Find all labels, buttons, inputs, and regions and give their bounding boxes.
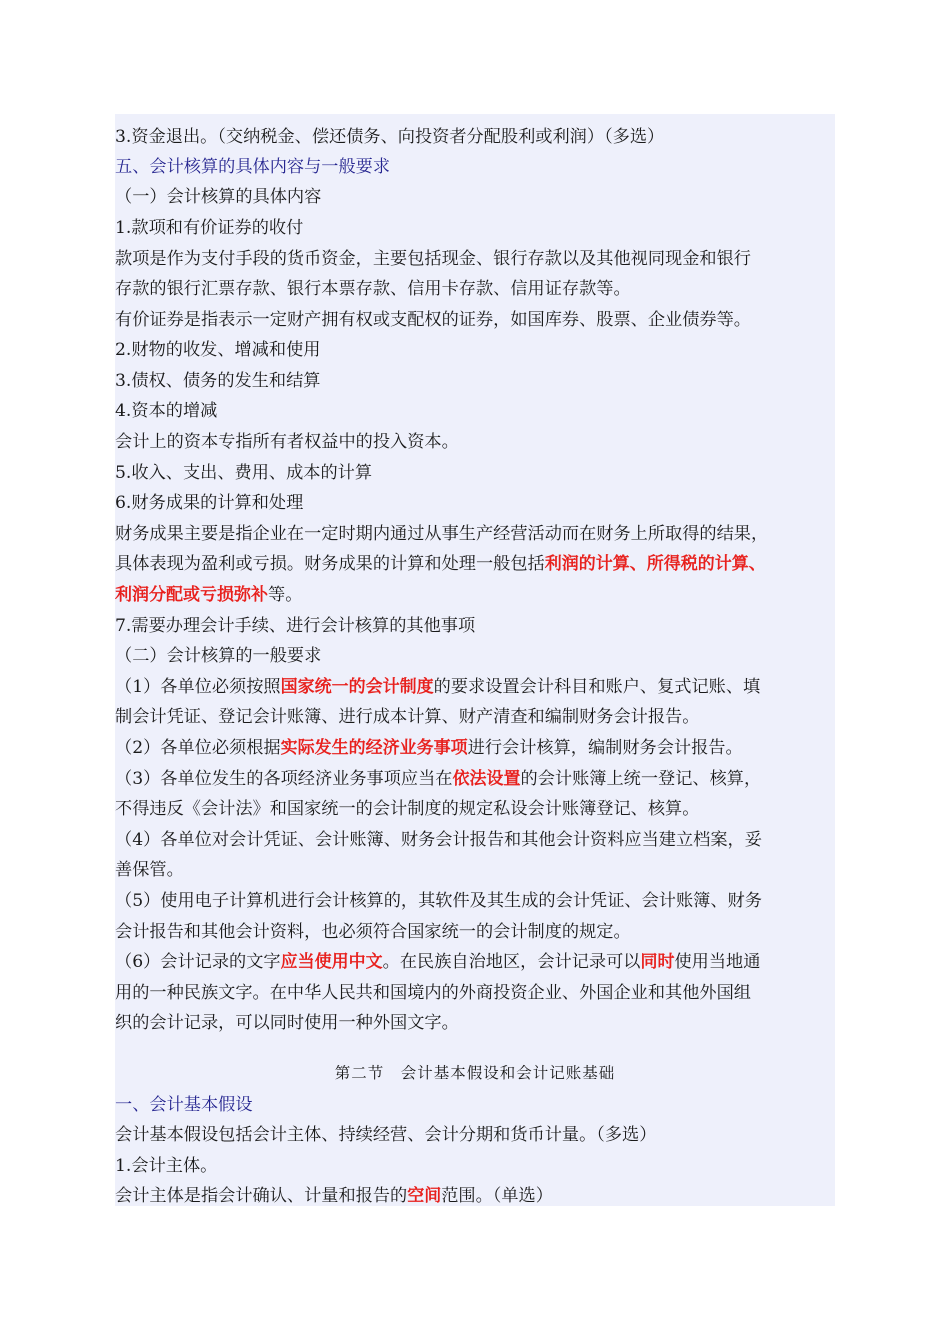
text-line	[115, 580, 835, 611]
text-span: 的要求设置会计科目和账户、复式记账、填	[433, 677, 761, 697]
text-line: 3.资金退出。（交纳税金、偿还债务、向投资者分配股利或利润）（多选）	[115, 127, 665, 147]
text-line: 用的一种民族文字。在中华人民共和国境内的外商投资企业、外国企业和其他外国组	[115, 983, 751, 1003]
text-line	[115, 733, 835, 764]
text-line: 2.财物的收发、增减和使用	[115, 340, 321, 360]
text-line: 1.会计主体。	[115, 1156, 218, 1176]
text-line	[115, 549, 835, 580]
section-heading: 五、会计核算的具体内容与一般要求	[115, 157, 391, 177]
text-line	[115, 672, 835, 703]
highlight-text: 空间	[407, 1186, 442, 1206]
text-span: 。在民族自治地区，会计记录可以	[382, 952, 641, 972]
highlight-text: 利润分配或亏损弥补	[115, 585, 268, 605]
text-span: （1）各单位必须按照	[115, 677, 281, 697]
text-line: （4）各单位对会计凭证、会计账簿、财务会计报告和其他会计资料应当建立档案，妥	[115, 830, 762, 850]
text-line: 会计基本假设包括会计主体、持续经营、会计分期和货币计量。（多选）	[115, 1125, 657, 1145]
text-line	[115, 947, 835, 978]
highlight-text: 实际发生的经济业务事项	[280, 738, 468, 758]
text-span: （2）各单位必须根据	[115, 738, 281, 758]
text-span: 等。	[268, 585, 303, 605]
text-line: 织的会计记录，可以同时使用一种外国文字。	[115, 1013, 459, 1033]
text-span: （6）会计记录的文字	[115, 952, 281, 972]
text-span: 进行会计核算，编制财务会计报告。	[467, 738, 743, 758]
text-line: 7.需要办理会计手续、进行会计核算的其他事项	[115, 616, 476, 636]
highlight-text: 国家统一的会计制度	[280, 677, 434, 697]
text-line: 5.收入、支出、费用、成本的计算	[115, 463, 373, 483]
text-line: 会计报告和其他会计资料，也必须符合国家统一的会计制度的规定。	[115, 922, 631, 942]
text-line: 3.债权、债务的发生和结算	[115, 371, 321, 391]
text-line: 制会计凭证、登记会计账簿、进行成本计算、财产清查和编制财务会计报告。	[115, 707, 700, 727]
text-span: 的会计账簿上统一登记、核算，	[520, 769, 762, 789]
text-span: 范围。（单选）	[441, 1186, 553, 1206]
text-line: 会计上的资本专指所有者权益中的投入资本。	[115, 432, 459, 452]
section-heading: 一、会计基本假设	[115, 1095, 253, 1115]
text-line: 善保管。	[115, 860, 184, 880]
text-line: 财务成果主要是指企业在一定时期内通过从事生产经营活动而在财务上所取得的结果，	[115, 524, 769, 544]
text-line: 款项是作为支付手段的货币资金，主要包括现金、银行存款以及其他视同现金和银行	[115, 249, 751, 269]
text-line: 存款的银行汇票存款、银行本票存款、信用卡存款、信用证存款等。	[115, 279, 631, 299]
document-page	[115, 114, 835, 1206]
highlight-text: 依法设置	[452, 769, 521, 789]
subsection-heading: （二）会计核算的一般要求	[115, 646, 322, 666]
text-span: 使用当地通	[674, 952, 761, 972]
subsection-heading: （一）会计核算的具体内容	[115, 187, 322, 207]
text-line: 有价证券是指表示一定财产拥有权或支配权的证券，如国库券、股票、企业债券等。	[115, 310, 751, 330]
text-line: （5）使用电子计算机进行会计核算的，其软件及其生成的会计凭证、会计账簿、财务	[115, 891, 762, 911]
text-line	[115, 764, 835, 795]
text-span: （3）各单位发生的各项经济业务事项应当在	[115, 769, 453, 789]
text-span: 具体表现为盈利或亏损。财务成果的计算和处理一般包括	[115, 554, 545, 574]
text-line	[115, 1181, 835, 1212]
text-line: 4.资本的增减	[115, 401, 218, 421]
chapter-section-title: 第二节 会计基本假设和会计记账基础	[334, 1064, 616, 1082]
text-line: 不得违反《会计法》和国家统一的会计制度的规定私设会计账簿登记、核算。	[115, 799, 700, 819]
text-line: 1.款项和有价证券的收付	[115, 218, 304, 238]
highlight-text: 应当使用中文	[280, 952, 383, 972]
text-line: 6.财务成果的计算和处理	[115, 493, 304, 513]
highlight-text: 利润的计算、所得税的计算、	[544, 554, 766, 574]
text-span: 会计主体是指会计确认、计量和报告的	[115, 1186, 408, 1206]
highlight-text: 同时	[640, 952, 675, 972]
